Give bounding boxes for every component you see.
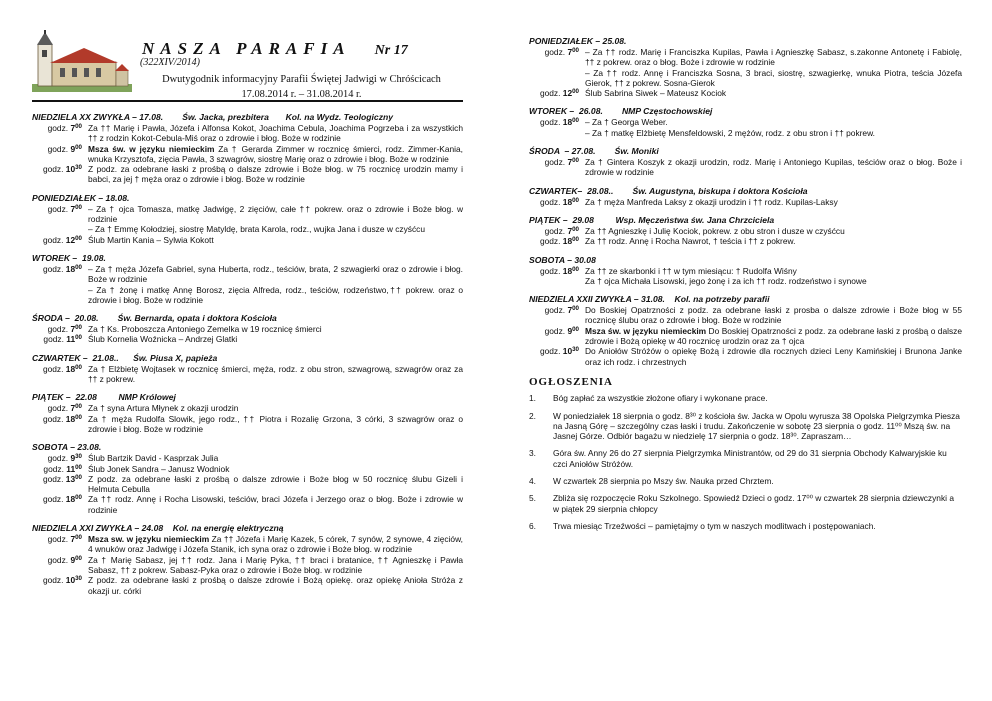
mass-time bbox=[529, 128, 585, 138]
mass-row bbox=[32, 123, 463, 144]
intention-text: Za † ojca Michała Lisowski, jego żonę i za ich †† rodz. rodzeństwo i synowe bbox=[585, 275, 867, 286]
day-heading: NIEDZIELA XX ZWYKŁA – 17.08. Św. Jacka, prezbitera Kol. na Wydz. Teologiczny bbox=[32, 112, 394, 122]
time-minutes: 00 bbox=[572, 88, 579, 96]
mass-row bbox=[32, 264, 463, 285]
mass-time bbox=[32, 403, 88, 413]
intention-text: Ślub Bartzik David - Kasprzak Julia bbox=[88, 453, 219, 464]
mass-row bbox=[32, 414, 463, 435]
mass-intention bbox=[88, 334, 463, 344]
day-block bbox=[529, 145, 962, 178]
day-heading: CZWARTEK– 28.08.. Św. Augustyna, biskupa i doktora Kościoła bbox=[529, 185, 808, 196]
mass-time bbox=[32, 453, 88, 463]
time-minutes: 00 bbox=[75, 203, 82, 211]
mass-intention bbox=[88, 464, 463, 474]
time-prefix: godz. bbox=[544, 225, 566, 236]
mass-language-note: Msza sw. w języku niemieckim bbox=[88, 534, 210, 545]
announcement-number: 2. bbox=[529, 410, 536, 421]
intention-text: Z podz. za odebrane łaski z prośbą o dalsze zdrowie i Boże błog w 50 rocznicę ślubu Gizeli i Helmuta Cebulla bbox=[88, 473, 463, 495]
day-heading: ŚRODA – 27.08. Św. Moniki bbox=[529, 146, 659, 157]
mass-time bbox=[529, 117, 585, 127]
time-hour: 12 bbox=[65, 234, 76, 245]
time-prefix: godz. bbox=[539, 265, 561, 276]
mass-intention bbox=[585, 305, 962, 326]
mass-row bbox=[529, 47, 962, 68]
mass-row bbox=[529, 197, 962, 207]
announcement-item bbox=[529, 476, 962, 486]
day-block bbox=[529, 214, 962, 247]
mass-intention bbox=[585, 276, 962, 286]
mass-time bbox=[32, 235, 88, 245]
time-prefix: godz. bbox=[539, 88, 561, 99]
day-block bbox=[32, 522, 463, 596]
mass-row bbox=[32, 555, 463, 576]
time-minutes: 30 bbox=[75, 575, 82, 583]
day-block bbox=[529, 105, 962, 138]
mass-intention bbox=[585, 157, 962, 178]
time-hour: 18 bbox=[562, 117, 573, 128]
mass-time bbox=[529, 197, 585, 207]
mass-row bbox=[32, 204, 463, 225]
time-prefix: godz. bbox=[544, 47, 566, 57]
time-minutes: 00 bbox=[75, 473, 82, 481]
time-hour: 7 bbox=[70, 324, 76, 335]
announcements-title: OGŁOSZENIA bbox=[529, 375, 613, 388]
announcement-text: Trwa miesiąc Trzeźwości – pamiętajmy o tym w naszych modlitwach i postępowaniach. bbox=[553, 520, 876, 531]
mass-time bbox=[529, 305, 585, 326]
time-minutes: 00 bbox=[572, 265, 579, 273]
time-minutes: 00 bbox=[75, 263, 82, 271]
day-block bbox=[32, 312, 463, 345]
mass-intention bbox=[88, 534, 463, 555]
time-hour: 10 bbox=[562, 346, 573, 357]
time-minutes: 00 bbox=[572, 225, 579, 233]
intention-text: Z podz. za odebrane łaski z prośbą o dalsze zdrowie i Bożą opiekę. oraz opiekę Anioła Stróża z okazji ur. córki bbox=[88, 575, 463, 596]
mass-time bbox=[32, 144, 88, 165]
time-prefix: godz. bbox=[47, 453, 69, 464]
intention-text: Za † Elżbietę Wojtasek w rocznicę śmierci, męża, rodz. z obu stron, szwagrową, szwagrów oraz za †† z pokrew. bbox=[88, 363, 463, 385]
time-prefix: godz. bbox=[539, 346, 561, 357]
time-minutes: 00 bbox=[75, 234, 82, 242]
time-minutes: 00 bbox=[75, 403, 82, 411]
right-schedule bbox=[529, 35, 962, 367]
time-prefix: godz. bbox=[47, 554, 69, 565]
mass-row bbox=[529, 157, 962, 178]
mass-time bbox=[529, 47, 585, 68]
mass-time bbox=[32, 534, 88, 555]
mass-time bbox=[32, 555, 88, 576]
time-hour: 10 bbox=[65, 575, 76, 586]
intention-text: Do Aniołów Stróżów o opiekę Bożą i zdrowie dla rocznych dzieci Leny Kamińskiej i Brunona Janke oraz ich rodz. i chrzestnych bbox=[585, 346, 962, 367]
time-minutes: 00 bbox=[75, 494, 82, 502]
mass-time bbox=[32, 464, 88, 474]
day-heading: PIĄTEK – 29.08 Wsp. Męczeństwa św. Jana Chrzciciela bbox=[529, 214, 775, 225]
intention-text: Z podz. za odebrane łaski z prośbą o dalsze zdrowie i Boże błog. w 75 rocznicę urodzin mamy i babci, za jej † męża oraz o zdrowie i błog. Boże w rodzinie bbox=[88, 164, 463, 185]
mass-row bbox=[529, 236, 962, 246]
mass-row bbox=[32, 453, 463, 463]
mass-row bbox=[529, 117, 962, 127]
intention-text: – Za † żonę i matkę Annę Borosz, zięcia Alfreda, rodz., teściów, rodzeństwo,†† pokrew. oraz o zdrowie i błog. Boże w rodzinie bbox=[88, 284, 463, 305]
day-block bbox=[529, 254, 962, 287]
mass-intention bbox=[88, 164, 463, 185]
time-minutes: 00 bbox=[75, 463, 82, 471]
mass-intention bbox=[585, 226, 962, 236]
mass-row bbox=[32, 334, 463, 344]
mass-row bbox=[529, 305, 962, 326]
mass-intention bbox=[88, 453, 463, 463]
time-prefix: godz. bbox=[544, 325, 566, 336]
mass-intention bbox=[88, 364, 463, 385]
mass-intention bbox=[88, 224, 463, 234]
announcement-text: Bóg zapłać za wszystkie złożone ofiary i wykonane prace. bbox=[553, 393, 768, 404]
time-prefix: godz. bbox=[42, 494, 64, 505]
mass-intention bbox=[88, 414, 463, 435]
day-heading: ŚRODA – 20.08. Św. Bernarda, opata i doktora Kościoła bbox=[32, 313, 277, 324]
time-hour: 7 bbox=[70, 203, 76, 214]
mass-language-note: Msza św. w języku niemieckim bbox=[585, 325, 707, 336]
time-prefix: godz. bbox=[42, 234, 64, 245]
mass-intention bbox=[585, 128, 962, 138]
time-minutes: 30 bbox=[572, 346, 579, 354]
mass-row bbox=[32, 464, 463, 474]
mass-intention bbox=[585, 117, 962, 127]
mass-time bbox=[529, 266, 585, 276]
mass-row bbox=[32, 474, 463, 495]
intention-text: – Za †† rodz. Marię i Franciszka Kupilas, Pawła i Agnieszkę Sabasz, s.zakonne Antonetę i Fabiolę, †† z pokrew. oraz o błog. Boże i zdrowie w rodzinie bbox=[585, 47, 962, 68]
announcement-text: W poniedziałek 18 sierpnia o godz. 8³⁰ z kościoła św. Jacka w Opolu wyrusza 38 Opolska Pielgrzymka Piesza na Jasną Górę – szczególny czas łaski i trudu. Zakończenie w sobotę 23 sierpnia o godz. 11⁰⁰ Mszą św. na Jasnej Górze. Odbiór bagażu w niedzielę 17 sierpnia o godz. 18³⁰. Zapraszam… bbox=[553, 410, 960, 442]
intention-text: – Za † Emmę Kołodziej, siostrę Matyldę, brata Karola, rodz., wujka Jana i dusze w czyśćcu bbox=[88, 224, 426, 235]
mass-time bbox=[32, 575, 88, 596]
time-minutes: 00 bbox=[572, 236, 579, 244]
mass-time bbox=[529, 157, 585, 178]
day-block bbox=[529, 35, 962, 98]
time-prefix: godz. bbox=[47, 534, 69, 545]
mass-row bbox=[32, 364, 463, 385]
time-hour: 7 bbox=[70, 534, 76, 545]
mass-intention bbox=[585, 236, 962, 246]
day-heading: PIĄTEK – 22.08 NMP Królowej bbox=[32, 392, 176, 403]
mass-intention bbox=[585, 47, 962, 68]
time-hour: 10 bbox=[65, 164, 76, 175]
time-prefix: godz. bbox=[539, 236, 561, 247]
time-minutes: 00 bbox=[572, 196, 579, 204]
mass-row bbox=[529, 226, 962, 236]
time-hour: 7 bbox=[70, 123, 76, 133]
time-prefix: godz. bbox=[47, 203, 69, 214]
day-block bbox=[32, 252, 463, 305]
time-minutes: 00 bbox=[572, 157, 579, 165]
time-prefix: godz. bbox=[47, 143, 69, 154]
time-hour: 18 bbox=[562, 196, 573, 207]
time-prefix: godz. bbox=[42, 363, 64, 374]
masthead-title-block bbox=[140, 39, 463, 100]
announcement-text: W czwartek 28 sierpnia po Mszy św. Nauka przed Chrztem. bbox=[553, 476, 774, 487]
mass-time bbox=[529, 226, 585, 236]
day-heading: WTOREK – 26.08. NMP Częstochowskiej bbox=[529, 106, 713, 117]
intention-text: Do Boskiej Opatrzności z podz. za odebrane łaski z prosba o dalsze zdrowie i Boże błog w 55 rocznicę ślubu oraz o zdrowie i błog. Boże w rodzinie bbox=[585, 305, 962, 326]
mass-intention bbox=[585, 266, 962, 276]
announcement-item bbox=[529, 493, 962, 514]
time-minutes: 00 bbox=[75, 554, 82, 562]
time-minutes: 00 bbox=[75, 363, 82, 371]
day-heading: NIEDZIELA XXI ZWYKŁA – 24.08 Kol. na energię elektryczną bbox=[32, 523, 284, 534]
mass-row bbox=[529, 68, 962, 89]
left-schedule bbox=[32, 111, 463, 596]
mass-row bbox=[32, 534, 463, 555]
mass-time bbox=[32, 123, 88, 144]
time-hour: 7 bbox=[70, 403, 76, 414]
mass-time bbox=[529, 276, 585, 286]
day-block bbox=[32, 391, 463, 434]
time-hour: 7 bbox=[567, 225, 573, 236]
time-prefix: godz. bbox=[539, 196, 561, 207]
time-minutes: 00 bbox=[572, 305, 579, 313]
time-hour: 13 bbox=[65, 473, 76, 484]
mass-time bbox=[529, 346, 585, 367]
mass-time bbox=[32, 324, 88, 334]
mass-time bbox=[529, 236, 585, 246]
intention-text: Za † Ks. Proboszcza Antoniego Zemelka w 19 rocznicę śmierci bbox=[88, 324, 322, 335]
issue-dates: 17.08.2014 r. – 31.08.2014 r. bbox=[241, 88, 362, 100]
intention-text: Za †† Józefa i Marię Kazek, 5 córek, 7 synów, 2 synowe, 4 zięciów, 4 wnuków oraz Jadwigę i Józefa Stanik, ich syna oraz o zdrowie i Boże błog. w rodzinie bbox=[88, 534, 463, 555]
announcement-number: 1. bbox=[529, 393, 536, 404]
mass-row bbox=[32, 235, 463, 245]
day-heading: SOBOTA – 30.08 bbox=[529, 254, 596, 265]
mass-intention bbox=[88, 144, 463, 165]
mass-intention bbox=[88, 324, 463, 334]
mass-intention bbox=[88, 123, 463, 144]
mass-intention bbox=[88, 403, 463, 413]
mass-intention bbox=[585, 68, 962, 89]
time-minutes: 00 bbox=[75, 534, 82, 542]
intention-text: Za † syna Artura Młynek z okazji urodzin bbox=[88, 403, 239, 414]
mass-intention bbox=[585, 326, 962, 347]
day-heading: PONIEDZIAŁEK – 25.08. bbox=[529, 36, 627, 46]
mass-row bbox=[529, 346, 962, 367]
mass-time bbox=[32, 494, 88, 515]
time-hour: 18 bbox=[65, 263, 76, 274]
announcement-item bbox=[529, 448, 962, 469]
intention-text: – Za † Georga Weber. bbox=[585, 117, 668, 128]
time-minutes: 00 bbox=[75, 123, 82, 130]
time-hour: 7 bbox=[567, 47, 573, 57]
newsletter-title: NASZA PARAFIA bbox=[142, 39, 351, 58]
mass-time bbox=[32, 414, 88, 435]
mass-time bbox=[32, 285, 88, 306]
time-hour: 11 bbox=[66, 463, 76, 474]
intention-text: Za †† rodz. Annę i Rocha Lisowski, teściów, braci Józefa i Jerzego oraz o błog. Boże i zdrowie w rodzinie bbox=[88, 494, 463, 515]
time-hour: 18 bbox=[562, 265, 573, 276]
day-block bbox=[32, 192, 463, 245]
announcement-number: 5. bbox=[529, 493, 536, 504]
day-heading: NIEDZIELA XXII ZWYKŁA – 31.08. Kol. na potrzeby parafii bbox=[529, 294, 770, 305]
intention-text: – Za † ojca Tomasza, matkę Jadwigę, 2 zięciów, całe †† pokrew. oraz o zdrowie i Boże błog. w rodzinie bbox=[88, 203, 463, 225]
time-minutes: 30 bbox=[75, 453, 82, 461]
time-hour: 7 bbox=[567, 305, 573, 316]
announcement-text: Zbliża się rozpoczęcie Roku Szkolnego. Spowiedź Dzieci o godz. 17⁰⁰ w czwartek 28 sierpnia dziewczynki a w piątek 29 sierpnia chłopcy bbox=[553, 493, 954, 514]
mass-intention bbox=[88, 285, 463, 306]
time-prefix: godz. bbox=[43, 334, 64, 345]
mass-row bbox=[32, 144, 463, 165]
intention-text: Za † męża Rudolfa Slowik, jego rodz., †† Piotra i Rozalię Grzona, 3 córki, 3 szwagrów oraz o zdrowie i błog. Boże w rodzinie bbox=[88, 413, 463, 434]
mass-time bbox=[32, 264, 88, 285]
intention-text: Za † męża Manfreda Laksy z okazji urodzin i †† rodz. Kupilas-Laksy bbox=[585, 196, 838, 207]
mass-intention bbox=[585, 346, 962, 367]
time-hour: 9 bbox=[70, 554, 76, 565]
right-column bbox=[529, 0, 962, 538]
intention-text: – Za †† rodz. Annę i Franciszka Sosna, 3 braci, siostrę, szwagierkę, wnuka Piotra, teścia Józefa Gierok, †† z pokrew. Sosna-Gierok bbox=[585, 67, 962, 88]
mass-time bbox=[32, 364, 88, 385]
mass-row bbox=[32, 164, 463, 185]
day-heading: CZWARTEK – 21.08.. Św. Piusa X, papieża bbox=[32, 352, 218, 363]
time-hour: 12 bbox=[562, 88, 573, 99]
time-hour: 18 bbox=[65, 413, 76, 424]
newsletter-subtitle: Dwutygodnik informacyjny Parafii Świętej Jadwigi w Chróścicach bbox=[162, 73, 441, 85]
mass-time bbox=[32, 224, 88, 234]
time-prefix: godz. bbox=[42, 413, 64, 424]
day-heading: SOBOTA – 23.08. bbox=[32, 442, 102, 453]
church-illustration bbox=[32, 30, 132, 92]
intention-text: Za † Gintera Koszyk z okazji urodzin, rodz. Marię i Antoniego Kupilas, teściów oraz o błog. Boże i zdrowie w rodzinie bbox=[585, 157, 962, 178]
day-heading: PONIEDZIAŁEK – 18.08. bbox=[32, 192, 130, 203]
day-heading: WTOREK – 19.08. bbox=[32, 252, 106, 263]
time-prefix: godz. bbox=[544, 305, 566, 316]
announcement-item bbox=[529, 393, 962, 403]
mass-row bbox=[529, 326, 962, 347]
left-column bbox=[32, 0, 463, 596]
time-minutes: 00 bbox=[572, 117, 579, 125]
mass-row bbox=[32, 575, 463, 596]
announcement-number: 3. bbox=[529, 448, 536, 459]
intention-text: – Za † matkę Elżbietę Mensfeldowski, 2 mężów, rodz. z obu stron i †† pokrew. bbox=[585, 127, 876, 138]
mass-row bbox=[32, 403, 463, 413]
intention-text: Ślub Kornelia Woźnicka – Andrzej Glatki bbox=[88, 334, 238, 345]
time-prefix: godz. bbox=[43, 463, 64, 474]
mass-row bbox=[32, 324, 463, 334]
time-minutes: 00 bbox=[572, 47, 579, 54]
time-prefix: godz. bbox=[42, 473, 64, 484]
mass-intention bbox=[88, 575, 463, 596]
announcement-text: Góra św. Anny 26 do 27 sierpnia Pielgrzymka Ministrantów, od 29 do 31 sierpnia Obchody Kalwaryjskie ku czci Aniołów Stróżów. bbox=[553, 448, 947, 469]
mass-intention bbox=[88, 264, 463, 285]
mass-intention bbox=[88, 204, 463, 225]
mass-row bbox=[529, 266, 962, 276]
mass-intention bbox=[585, 197, 962, 207]
day-block bbox=[32, 352, 463, 385]
mass-time bbox=[32, 334, 88, 344]
day-block bbox=[529, 185, 962, 207]
mass-row bbox=[529, 128, 962, 138]
mass-time bbox=[32, 164, 88, 185]
intention-text: Za †† ze skarbonki i †† w tym miesiącu: † Rudolfa Wiśny bbox=[585, 265, 797, 276]
masthead bbox=[32, 0, 463, 104]
time-minutes: 00 bbox=[75, 143, 82, 151]
mass-intention bbox=[88, 555, 463, 576]
time-minutes: 30 bbox=[75, 164, 82, 172]
mass-time bbox=[32, 474, 88, 495]
mass-row bbox=[32, 494, 463, 515]
masthead-divider bbox=[32, 100, 463, 102]
time-minutes: 00 bbox=[75, 413, 82, 421]
issue-number: Nr 17 (322XIV/2014) bbox=[140, 43, 408, 69]
day-block bbox=[32, 111, 463, 185]
intention-text: Ślub Martin Kania – Sylwia Kokott bbox=[88, 234, 214, 245]
intention-text: Za †† rodz. Annę i Rocha Nawrot, † teścia i †† z pokrew. bbox=[585, 236, 796, 247]
announcements-list bbox=[529, 393, 962, 531]
intention-text: Ślub Jonek Sandra – Janusz Wodniok bbox=[88, 463, 230, 474]
intention-text: Za †† Agnieszkę i Julię Kociok, pokrew. z obu stron i dusze w czyśćcu bbox=[585, 225, 845, 236]
time-minutes: 00 bbox=[572, 325, 579, 333]
announcement-number: 4. bbox=[529, 476, 536, 487]
time-hour: 11 bbox=[66, 334, 76, 345]
intention-text: Ślub Sabrina Siwek – Mateusz Kociok bbox=[585, 88, 727, 99]
mass-intention bbox=[88, 235, 463, 245]
time-prefix: godz. bbox=[47, 324, 69, 335]
day-block bbox=[32, 441, 463, 515]
mass-intention bbox=[585, 88, 962, 98]
mass-time bbox=[529, 326, 585, 347]
mass-row bbox=[32, 285, 463, 306]
intention-text: – Za † męża Józefa Gabriel, syna Huberta, rodz., teściów, brata, 2 szwagierki oraz o zdrowie i błog. Boże w rodzinie bbox=[88, 263, 463, 285]
time-minutes: 00 bbox=[75, 324, 82, 332]
mass-language-note: Msza św. w języku niemieckim bbox=[88, 143, 215, 154]
time-hour: 9 bbox=[70, 453, 76, 464]
time-hour: 9 bbox=[567, 325, 573, 336]
time-prefix: godz. bbox=[47, 123, 69, 133]
mass-time bbox=[529, 68, 585, 89]
time-hour: 7 bbox=[567, 157, 573, 168]
mass-intention bbox=[88, 494, 463, 515]
mass-row bbox=[529, 276, 962, 286]
time-hour: 18 bbox=[65, 494, 76, 505]
day-block bbox=[529, 293, 962, 367]
time-hour: 9 bbox=[70, 143, 76, 154]
time-minutes: 00 bbox=[75, 334, 82, 342]
intention-text: Za † Marię Sabasz, jej †† rodz. Jana i Marię Pyka, †† braci i bratanice, †† Agnieszkę i Pawła Sabasz, †† z pokrew. Sabasz-Pyka oraz o zdrowie i Boże błog. w rodzinie bbox=[88, 554, 463, 575]
mass-row bbox=[32, 224, 463, 234]
announcement-number: 6. bbox=[529, 520, 536, 531]
announcement-item bbox=[529, 521, 962, 531]
time-prefix: godz. bbox=[42, 263, 64, 274]
time-hour: 18 bbox=[562, 236, 573, 247]
mass-time bbox=[32, 204, 88, 225]
time-prefix: godz. bbox=[47, 403, 69, 414]
intention-text: Za † Gerarda Zimmer w rocznicę śmierci, rodz. Zimmer-Kania, wnuka Krzysztofa, zięcia Pawła, 3 szwagrów, siostrę Marię oraz o zdrowie i błog. Boże w rodzinie bbox=[88, 143, 463, 164]
time-prefix: godz. bbox=[42, 575, 64, 586]
time-prefix: godz. bbox=[544, 157, 566, 168]
mass-time bbox=[529, 88, 585, 98]
mass-intention bbox=[88, 474, 463, 495]
announcement-item bbox=[529, 411, 962, 442]
time-prefix: godz. bbox=[539, 117, 561, 128]
time-hour: 18 bbox=[65, 363, 76, 374]
intention-text: Do Boskiej Opatrzności z podz. za odebrane łaski z prośbą o dalsze zdrowie i Bożą opiekę w 40 rocznicę urodzin oraz za † ojca bbox=[585, 325, 962, 347]
intention-text: Za †† Marię i Pawła, Józefa i Alfonsa Kokot, Joachima Cebula, Joachima Pogrzeba i za wszystkich †† z rodzin Kokot-Cebula-Miś oraz o zdrowie i błog. Boże w rodzinie bbox=[88, 123, 463, 144]
mass-row bbox=[529, 88, 962, 98]
time-prefix: godz. bbox=[42, 164, 64, 175]
